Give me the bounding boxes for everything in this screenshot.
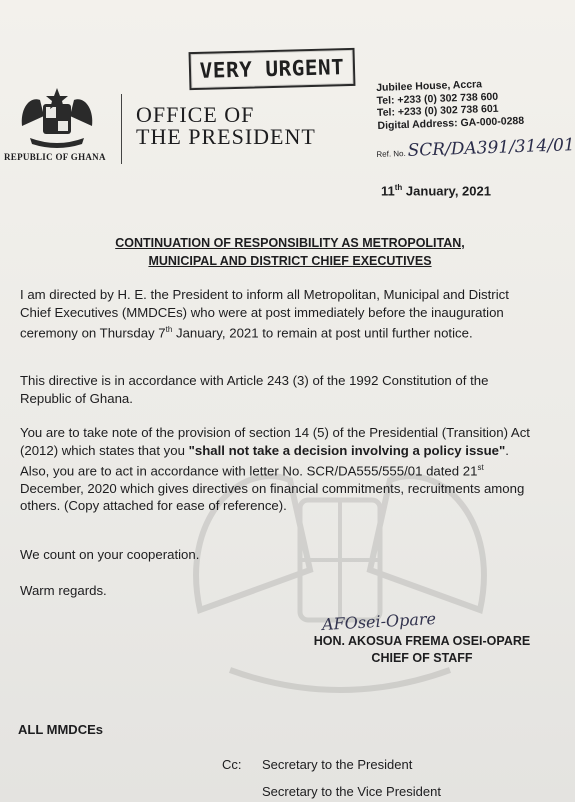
signatory-block <box>280 633 564 667</box>
office-title-line2: THE PRESIDENT <box>136 124 316 149</box>
paragraph-1-text-a: I am directed by H. E. the President to inform all Metropolitan, Municipal and District Chief Executives (MMDCEs) who were at post immediately before the inauguration ceremony on Thursday 7 <box>20 287 509 341</box>
paragraph-1 <box>20 286 540 342</box>
paragraph-cooperation: We count on your cooperation. <box>20 547 200 562</box>
subject-line1: CONTINUATION OF RESPONSIBILITY AS METROPOLITAN, <box>115 236 465 250</box>
header-divider <box>121 94 122 164</box>
signature-scribble: AFOsei-Opare <box>321 609 437 634</box>
letter-date <box>381 183 491 198</box>
telephone-1: Tel: +233 (0) 302 738 600 <box>376 90 499 107</box>
cc-recipient: Secretary to the President <box>262 757 413 772</box>
paragraph-3 <box>20 424 540 515</box>
paragraph-3-text-b: . Also, you are to act in accordance with letter No. SCR/DA555/555/01 dated 21 <box>20 442 509 479</box>
paragraph-3-sup: st <box>477 463 484 472</box>
date-rest: January, 2021 <box>402 183 491 199</box>
cc-label: Cc: <box>222 757 242 772</box>
paragraph-1-text-b: January, 2021 to remain at post until further notice. <box>172 325 473 341</box>
subject-heading <box>40 234 540 270</box>
paragraph-3-text-c: December, 2020 which gives directives on financial commitments, recruitments among others. (Copy attached for ease of reference). <box>20 480 525 514</box>
ref-handwritten: SCR/DA391/314/01 <box>407 135 575 161</box>
republic-of-ghana-label: REPUBLIC OF GHANA <box>4 152 106 162</box>
coat-of-arms-icon <box>16 86 98 152</box>
telephone-2: Tel: +233 (0) 302 738 601 <box>376 102 499 119</box>
recipient-to: ALL MMDCEs <box>18 722 103 737</box>
ref-label: Ref. No. <box>376 148 406 159</box>
cc-recipient: Secretary to the Vice President <box>262 784 441 799</box>
office-title-line1: OFFICE OF <box>136 102 255 127</box>
paragraph-3-quote: "shall not take a decision involving a policy issue" <box>188 442 506 458</box>
paragraph-1-sup: th <box>165 325 173 334</box>
reference-number <box>376 135 575 162</box>
signatory-title: CHIEF OF STAFF <box>371 651 473 665</box>
address-block <box>376 77 524 132</box>
paragraph-regards: Warm regards. <box>20 583 107 598</box>
very-urgent-stamp: VERY URGENT <box>189 48 356 90</box>
date-day: 11 <box>381 183 395 199</box>
subject-line2: MUNICIPAL AND DISTRICT CHIEF EXECUTIVES <box>148 254 432 268</box>
paragraph-2: This directive is in accordance with Article 243 (3) of the 1992 Constitution of the Republic of Ghana. <box>20 373 489 406</box>
office-title <box>136 104 316 148</box>
digital-address: Digital Address: GA-000-0288 <box>377 114 525 132</box>
address-line: Jubilee House, Accra <box>376 78 483 94</box>
paragraph-3-text-a: You are to take note of the provision of section 14 (5) of the Presidential (Transition) Act (2012) which states that you <box>20 425 530 458</box>
signatory-name: HON. AKOSUA FREMA OSEI-OPARE <box>313 634 531 648</box>
date-suffix: th <box>394 183 403 192</box>
